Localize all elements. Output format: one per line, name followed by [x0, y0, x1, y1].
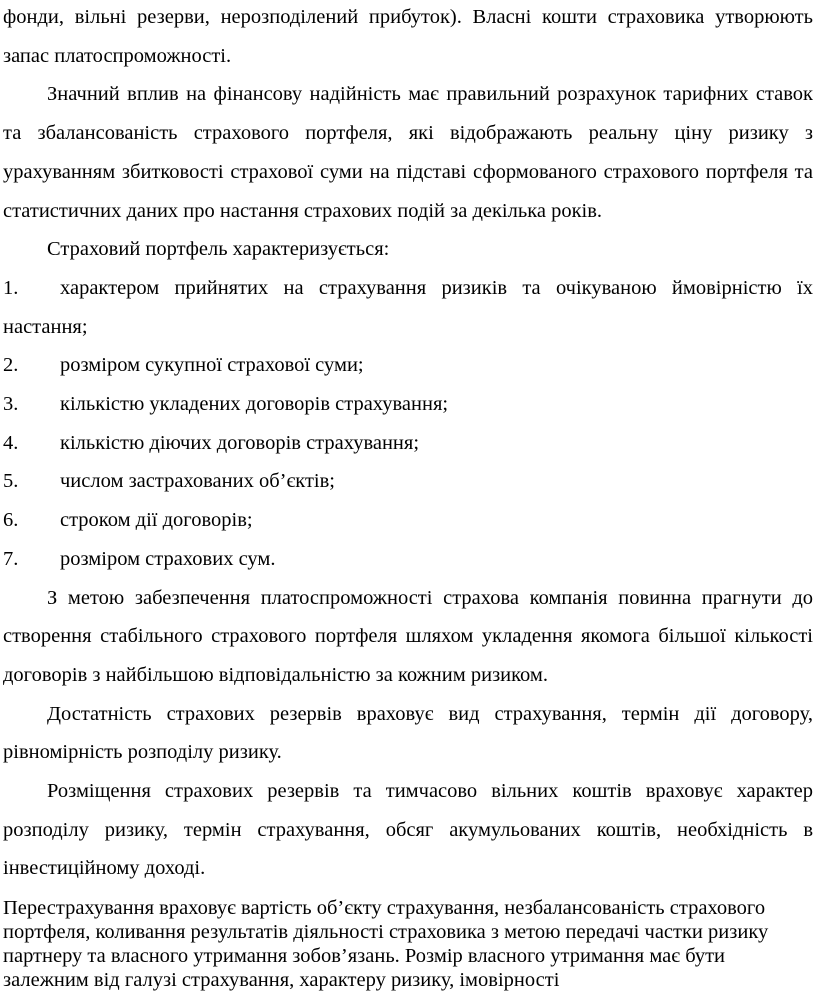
list-number: 2.	[3, 354, 19, 377]
list-number: 1.	[3, 276, 19, 299]
list-text: характером прийнятих на страхування ризиків та очікуваною ймовірністю їх настання;	[3, 276, 813, 338]
paragraph-6: Розміщення страхових резервів та тимчасово вільних коштів враховує характер розподілу ризику, термін страхування, обсяг акумульованих коштів, необхідність в інвестиційному доході.	[3, 780, 813, 880]
list-number: 5.	[3, 470, 19, 493]
list-item	[3, 385, 813, 424]
paragraph-4: З метою забезпечення платоспроможності страхова компанія повинна прагнути до створення стабільного страхового портфеля шляхом укладення якомога більшої кількості договорів з найбільшою відповідальністю за кожним ризиком.	[3, 586, 813, 686]
list-number: 6.	[3, 509, 19, 532]
list-text: розміром сукупної страхової суми;	[60, 354, 364, 377]
list-text: кількістю діючих договорів страхування;	[60, 431, 420, 454]
list-item	[3, 269, 813, 346]
paragraph-2: Значний вплив на фінансову надійність має правильний розрахунок тарифних ставок та збалансованість страхового портфеля, які відображають реальну ціну ризику з урахуванням збитковості страхової суми на підставі сформованого страхового портфеля та статистичних даних про настання страхових подій за декілька років.	[3, 83, 813, 222]
list-text: кількістю укладених договорів страхування;	[60, 393, 449, 416]
paragraph-3: Страховий портфель характеризується:	[47, 238, 390, 261]
list-number: 7.	[3, 547, 19, 570]
list-number: 3.	[3, 393, 19, 416]
list-item	[3, 346, 813, 385]
list-number: 4.	[3, 431, 19, 454]
list-text: строком дії договорів;	[60, 509, 253, 532]
list-text: числом застрахованих об’єктів;	[60, 470, 335, 493]
paragraph-7: Перестрахування враховує вартість об’єкту страхування, незбалансованість страхового портфеля, коливання результатів діяльності страховика з метою передачі частки ризику партнеру та власного утримання зобов’язань. Розмір власного утримання має бути залежним від галузі страхування, характеру ризику, імовірності	[3, 897, 769, 992]
list-item	[3, 462, 813, 501]
list-item	[3, 540, 813, 579]
list-item	[3, 501, 813, 540]
list-text: розміром страхових сум.	[60, 547, 276, 570]
paragraph-1: фонди, вільні резерви, нерозподілений прибуток). Власні кошти страховика утворюють запас платоспроможності.	[3, 6, 813, 67]
list-item	[3, 424, 813, 463]
paragraph-5: Достатність страхових резервів враховує вид страхування, термін дії договору, рівномірність розподілу ризику.	[3, 702, 813, 764]
